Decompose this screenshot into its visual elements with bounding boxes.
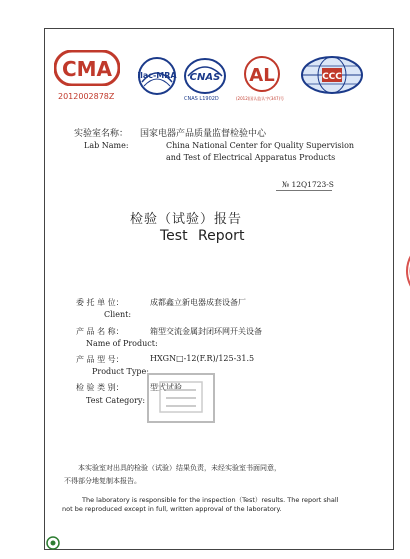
lab-name-value-en-line1: China National Center for Quality Supervision (166, 141, 355, 150)
lab-name-label-en: Lab Name: (84, 141, 129, 150)
statement-cn-line2: 不得部分地复制本报告。 (64, 477, 141, 485)
report-number: № 12Q1723-S (282, 180, 334, 189)
lab-name-label-cn: 实验室名称： (74, 129, 129, 139)
cnas-number: CNAS L1902D (184, 96, 219, 102)
product-type-label-cn: 产 品 型 号： (76, 355, 124, 364)
cnas-logo (182, 54, 228, 100)
product-name-label-cn: 产 品 名 称： (76, 327, 124, 336)
client-label-cn: 委 托 单 位： (76, 298, 124, 307)
svg-text:ilac-MRA: ilac-MRA (137, 71, 177, 80)
product-type-label-en: Product Type: (92, 367, 149, 376)
product-type-value: HXGN□-12(F.R)/125-31.5 (150, 354, 255, 363)
svg-text:CCC: CCC (322, 72, 342, 82)
product-name-value: 箱型交流金属封闭环网开关设备 (150, 327, 262, 336)
lab-name-value-en-line2: and Test of Electrical Apparatus Products (166, 153, 336, 162)
report-title-cn: 检验（试验）报告 (130, 212, 243, 227)
test-category-label-cn: 检 验 类 别： (76, 383, 124, 392)
corner-seal-icon (46, 536, 60, 550)
inspection-stamp (146, 372, 216, 424)
al-number: (2012)国认监认字(347)号 (236, 96, 285, 101)
statement-en-line1: The laboratory is responsible for the inspection（Test）results. The report shall (82, 496, 339, 504)
svg-text:CNAS: CNAS (189, 72, 221, 83)
report-title-en: Test Report (160, 228, 245, 244)
ilac-mra-logo (132, 54, 182, 100)
cma-number: 2012002878Z (58, 92, 115, 101)
cma-logo (54, 50, 120, 86)
test-category-value: 型式试验 (150, 383, 182, 392)
client-label-en: Client: (104, 310, 132, 319)
product-name-label-en: Name of Product: (86, 339, 158, 348)
lab-name-value-cn: 国家电器产品质量监督检验中心 (140, 129, 267, 139)
client-value: 成都鑫立新电器成套设备厂 (150, 298, 246, 307)
svg-text:CMA: CMA (61, 57, 113, 81)
globe-logo (300, 55, 364, 95)
report-number-underline (276, 190, 332, 191)
statement-en-line2: not be reproduced except in full, written approval of the laboratory. (62, 505, 282, 513)
statement-cn-line1: 本实验室对出具的检验（试验）结果负责，未经实验室书面同意， (78, 464, 281, 472)
al-logo (238, 54, 286, 94)
red-seal-edge (396, 246, 410, 296)
svg-text:AL: AL (249, 65, 275, 86)
test-category-label-en: Test Category: (86, 396, 146, 405)
